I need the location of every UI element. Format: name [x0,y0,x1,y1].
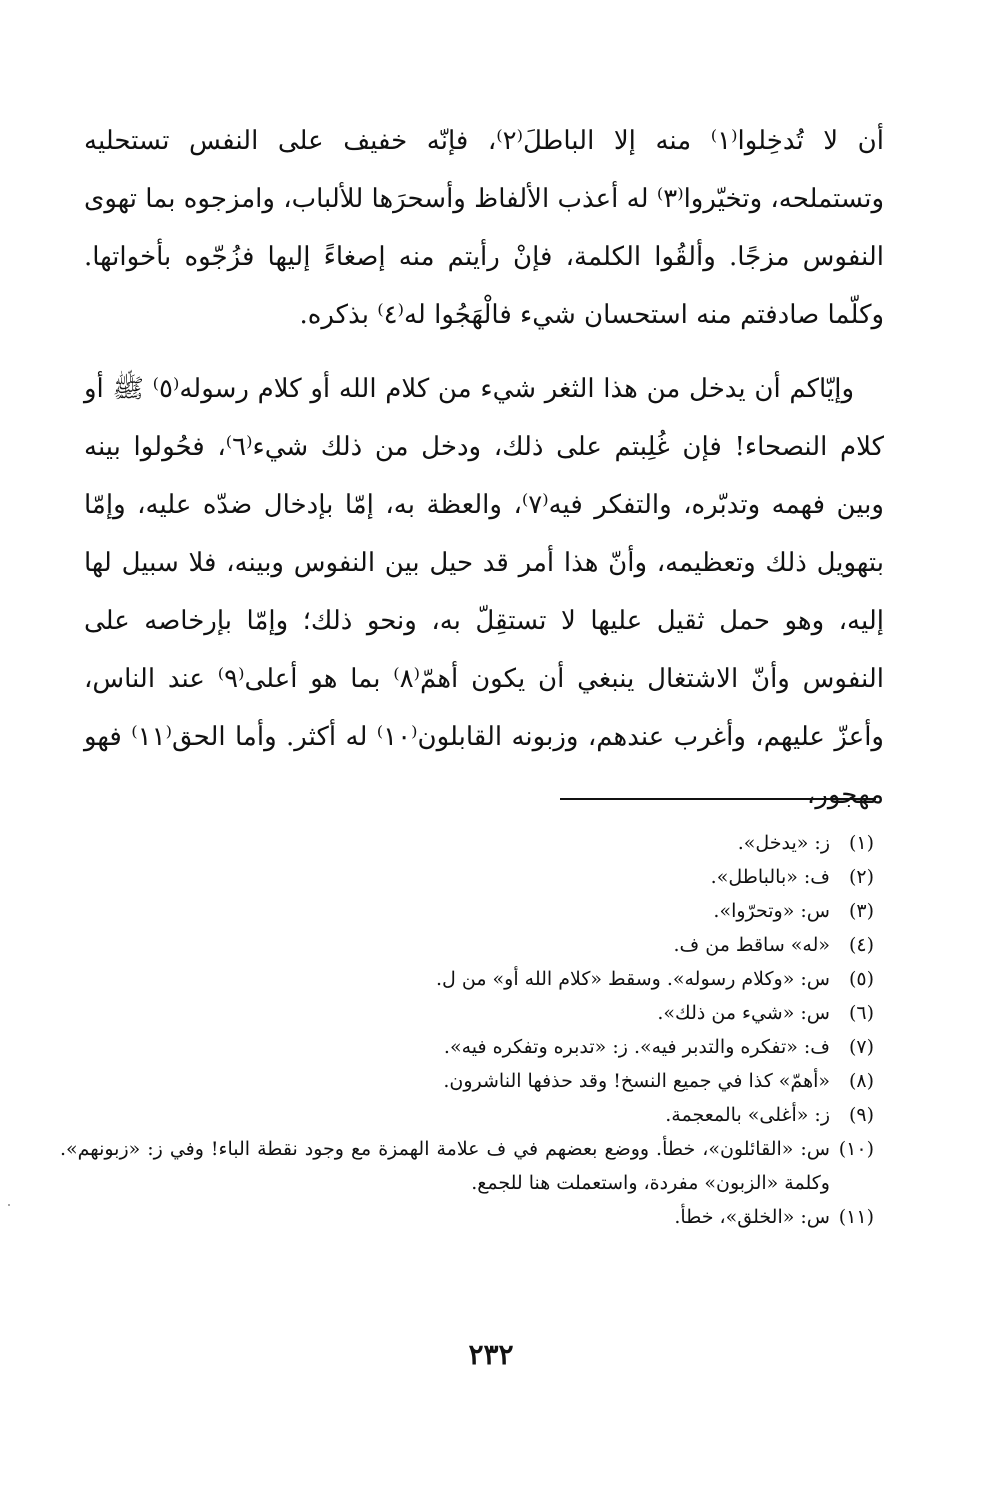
footnote-11 [60,1200,874,1234]
footnote-number: (١٠) [838,1138,874,1160]
footnote-3 [60,894,874,928]
footnote-4 [60,928,874,962]
footnote-7 [60,1030,874,1064]
footnote-8 [60,1064,874,1098]
footnote-5 [60,962,874,996]
footnote-number: (٢) [848,866,874,888]
footnote-text: س: «وتحرّوا». [713,900,830,922]
footnote-text: «له» ساقط من ف. [673,934,830,956]
footnote-separator [560,798,876,800]
footnote-number: (١١) [838,1206,874,1228]
footnote-text: س: «وكلام رسوله». وسقط «كلام الله أو» من ل. [435,968,830,990]
footnote-number: (٣) [848,900,874,922]
footnote-text: ف: «بالباطل». [710,866,830,888]
footnote-number: (٦) [848,1002,874,1024]
footnote-number: (١) [848,832,874,854]
footnote-text: ز: «أغلى» بالمعجمة. [665,1104,830,1126]
footnote-text: س: «الخلق»، خطأ. [674,1206,830,1228]
footnotes-list [60,826,874,1234]
paragraph-1: أن لا تُدخِلوا⁽١⁾ منه إلا الباطلَ⁽٢⁾، فإنّه خفيف على النفس تستحليه وتستملحه، وتخيّروا⁽٣⁾ له أعذب الألفاظ وأسحرَها للألباب، وامزجوه بما تهوى النفوس مزجًا. وألقُوا الكلمة، فإنْ رأيتم منه إصغاءً إليها فزُجّوه بأخواتها. وكلّما صادفتم منه استحسان شيء فالْهَجُوا له⁽٤⁾ بذكره. [84,126,884,330]
footnote-text: ز: «يدخل». [737,832,830,854]
footnote-2 [60,860,874,894]
footnote-number: (٤) [848,934,874,956]
footnote-10 [60,1132,874,1200]
footnote-text: س: «شيء من ذلك». [657,1002,830,1024]
footnote-1 [60,826,874,860]
paragraph-2: وإيّاكم أن يدخل من هذا الثغر شيء من كلام الله أو كلام رسوله⁽٥⁾ ﷺ أو كلام النصحاء! فإن غُلِبتم على ذلك، ودخل من ذلك شيء⁽٦⁾، فحُولوا بينه وبين فهمه وتدبّره، والتفكر فيه⁽٧⁾، والعظة به، إمّا بإدخال ضدّه عليه، وإمّا بتهويل ذلك وتعظيمه، وأنّ هذا أمر قد حيل بين النفوس وبينه، فلا سبيل لها إليه، وهو حمل ثقيل عليها لا تستقِلّ به، ونحو ذلك؛ وإمّا بإرخاصه على النفوس وأنّ الاشتغال ينبغي أن يكون أهمّ⁽٨⁾ بما هو أعلى⁽٩⁾ عند الناس، وأعزّ عليهم، وأغرب عندهم، وزبونه القابلون⁽١٠⁾ له أكثر. وأما الحق⁽١١⁾ فهو مهجور، [84,374,884,810]
footnote-text: س: «القائلون»، خطأ. ووضع بعضهم في ف علامة الهمزة مع وجود نقطة الباء! وفي ز: «زبونهم». وكلمة «الزبون» مفردة، واستعملت هنا للجمع. [60,1138,830,1194]
footnote-number: (٨) [848,1070,874,1092]
scan-speck [8,1204,10,1206]
page-number: ٢٣٢ [468,1338,514,1371]
footnote-6 [60,996,874,1030]
main-text [84,112,884,824]
footnote-number: (٩) [848,1104,874,1126]
footnote-number: (٥) [848,968,874,990]
footnote-number: (٧) [848,1036,874,1058]
footnote-text: ف: «تفكره والتدبر فيه». ز: «تدبره وتفكره فيه». [443,1036,830,1058]
footnote-text: «أهمّ» كذا في جميع النسخ! وقد حذفها الناشرون. [443,1070,830,1092]
footnote-9 [60,1098,874,1132]
